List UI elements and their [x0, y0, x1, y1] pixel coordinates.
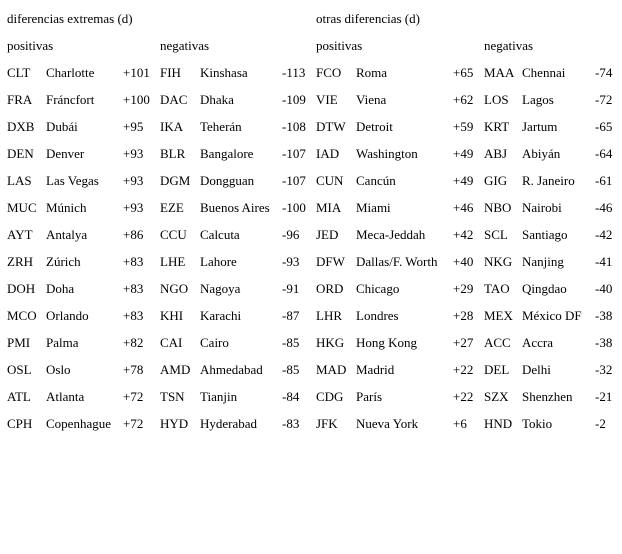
other-negative-airport-code: GIG	[484, 173, 508, 188]
extreme-negative-airport-code: EZE	[160, 200, 184, 215]
extreme-negative-difference-value: -96	[282, 227, 300, 242]
extreme-positive-city-name: Doha	[46, 281, 75, 296]
subheading-extreme-negative: negativas	[160, 38, 210, 53]
extreme-negative-difference-value: -109	[282, 92, 306, 107]
extreme-positive-difference-value: +72	[123, 416, 144, 431]
other-positive-city-name: Roma	[356, 65, 388, 80]
extreme-positive-airport-code: LAS	[7, 173, 32, 188]
extreme-negative-city-name: Karachi	[200, 308, 242, 323]
extreme-negative-difference-value: -107	[282, 146, 306, 161]
other-positive-difference-value: +49	[453, 146, 474, 161]
extreme-negative-difference-value: -91	[282, 281, 300, 296]
extreme-positive-city-name: Charlotte	[46, 65, 95, 80]
other-positive-city-name: Dallas/F. Worth	[356, 254, 438, 269]
other-negative-difference-value: -41	[595, 254, 613, 269]
other-positive-city-name: Washington	[356, 146, 418, 161]
extreme-positive-difference-value: +100	[123, 92, 150, 107]
extreme-negative-city-name: Calcuta	[200, 227, 240, 242]
extreme-positive-city-name: Copenhague	[46, 416, 111, 431]
extreme-negative-city-name: Buenos Aires	[200, 200, 270, 215]
extreme-positive-airport-code: CLT	[7, 65, 31, 80]
other-positive-city-name: Viena	[356, 92, 387, 107]
other-negative-airport-code: LOS	[484, 92, 509, 107]
other-positive-city-name: Detroit	[356, 119, 393, 134]
extreme-negative-airport-code: NGO	[160, 281, 189, 296]
extreme-positive-city-name: Atlanta	[46, 389, 85, 404]
extreme-negative-city-name: Dongguan	[200, 173, 255, 188]
other-positive-difference-value: +59	[453, 119, 474, 134]
other-negative-city-name: Nanjing	[522, 254, 564, 269]
other-positive-airport-code: DTW	[316, 119, 346, 134]
other-negative-airport-code: DEL	[484, 362, 510, 377]
other-positive-difference-value: +62	[453, 92, 474, 107]
extreme-positive-airport-code: DOH	[7, 281, 36, 296]
other-negative-airport-code: KRT	[484, 119, 510, 134]
other-negative-city-name: Shenzhen	[522, 389, 573, 404]
extreme-negative-airport-code: LHE	[160, 254, 186, 269]
other-negative-difference-value: -38	[595, 335, 613, 350]
extreme-negative-city-name: Nagoya	[200, 281, 241, 296]
other-positive-city-name: Nueva York	[356, 416, 419, 431]
other-positive-difference-value: +6	[453, 416, 467, 431]
other-negative-airport-code: SCL	[484, 227, 508, 242]
other-negative-difference-value: -2	[595, 416, 606, 431]
other-positive-difference-value: +29	[453, 281, 474, 296]
other-negative-difference-value: -32	[595, 362, 613, 377]
extreme-negative-difference-value: -83	[282, 416, 300, 431]
other-negative-city-name: Jartum	[522, 119, 558, 134]
extreme-negative-airport-code: CCU	[160, 227, 187, 242]
extreme-negative-difference-value: -107	[282, 173, 306, 188]
other-negative-city-name: Santiago	[522, 227, 568, 242]
other-negative-airport-code: HND	[484, 416, 513, 431]
other-negative-airport-code: ABJ	[484, 146, 508, 161]
other-positive-city-name: Madrid	[356, 362, 395, 377]
other-positive-airport-code: CUN	[316, 173, 344, 188]
other-positive-city-name: Chicago	[356, 281, 400, 296]
subheading-other-positive: positivas	[316, 38, 363, 53]
extreme-negative-airport-code: HYD	[160, 416, 189, 431]
other-negative-city-name: Chennai	[522, 65, 566, 80]
extreme-positive-airport-code: ATL	[7, 389, 31, 404]
other-negative-airport-code: SZX	[484, 389, 509, 404]
other-positive-airport-code: ORD	[316, 281, 344, 296]
extreme-positive-difference-value: +83	[123, 308, 144, 323]
extreme-positive-difference-value: +93	[123, 173, 144, 188]
extreme-negative-city-name: Hyderabad	[200, 416, 258, 431]
other-negative-city-name: Nairobi	[522, 200, 562, 215]
other-negative-city-name: Lagos	[522, 92, 554, 107]
extreme-negative-difference-value: -85	[282, 335, 300, 350]
other-positive-city-name: Hong Kong	[356, 335, 418, 350]
extreme-positive-difference-value: +86	[123, 227, 144, 242]
other-positive-airport-code: MIA	[316, 200, 342, 215]
extreme-positive-difference-value: +78	[123, 362, 144, 377]
other-negative-airport-code: MEX	[484, 308, 513, 323]
extreme-positive-difference-value: +83	[123, 281, 144, 296]
other-positive-city-name: Cancún	[356, 173, 396, 188]
extreme-positive-difference-value: +101	[123, 65, 150, 80]
extreme-negative-difference-value: -100	[282, 200, 306, 215]
extreme-positive-city-name: Dubái	[46, 119, 78, 134]
extreme-negative-airport-code: BLR	[160, 146, 186, 161]
extreme-positive-airport-code: OSL	[7, 362, 32, 377]
extreme-negative-difference-value: -87	[282, 308, 300, 323]
other-positive-difference-value: +46	[453, 200, 474, 215]
heading-other-differences: otras diferencias (d)	[316, 11, 420, 26]
other-negative-airport-code: NBO	[484, 200, 512, 215]
other-positive-difference-value: +42	[453, 227, 474, 242]
other-negative-difference-value: -61	[595, 173, 613, 188]
other-positive-airport-code: HKG	[316, 335, 345, 350]
other-positive-airport-code: LHR	[316, 308, 342, 323]
other-positive-difference-value: +49	[453, 173, 474, 188]
other-negative-difference-value: -42	[595, 227, 613, 242]
other-negative-city-name: Accra	[522, 335, 554, 350]
other-positive-difference-value: +22	[453, 362, 474, 377]
other-negative-city-name: Delhi	[522, 362, 551, 377]
other-positive-difference-value: +22	[453, 389, 474, 404]
other-negative-difference-value: -21	[595, 389, 613, 404]
heading-extreme-differences: diferencias extremas (d)	[7, 11, 133, 26]
extreme-negative-airport-code: FIH	[160, 65, 181, 80]
other-negative-difference-value: -65	[595, 119, 613, 134]
extreme-negative-airport-code: IKA	[160, 119, 184, 134]
other-negative-airport-code: TAO	[484, 281, 510, 296]
extreme-positive-city-name: Zúrich	[46, 254, 81, 269]
extreme-positive-airport-code: DXB	[7, 119, 35, 134]
extreme-positive-airport-code: CPH	[7, 416, 33, 431]
extreme-negative-city-name: Bangalore	[200, 146, 254, 161]
extreme-positive-airport-code: DEN	[7, 146, 34, 161]
extreme-negative-city-name: Cairo	[200, 335, 229, 350]
other-negative-difference-value: -40	[595, 281, 613, 296]
extreme-negative-city-name: Teherán	[200, 119, 242, 134]
extreme-negative-difference-value: -108	[282, 119, 306, 134]
extreme-positive-city-name: Fráncfort	[46, 92, 95, 107]
subheading-other-negative: negativas	[484, 38, 534, 53]
extreme-negative-city-name: Dhaka	[200, 92, 234, 107]
other-positive-airport-code: JED	[316, 227, 339, 242]
extreme-positive-airport-code: MCO	[7, 308, 37, 323]
other-negative-difference-value: -72	[595, 92, 613, 107]
other-negative-city-name: Tokio	[522, 416, 553, 431]
other-positive-airport-code: MAD	[316, 362, 347, 377]
extreme-negative-airport-code: AMD	[160, 362, 191, 377]
extreme-negative-airport-code: KHI	[160, 308, 184, 323]
other-positive-airport-code: IAD	[316, 146, 340, 161]
extreme-negative-difference-value: -85	[282, 362, 300, 377]
other-positive-city-name: Miami	[356, 200, 391, 215]
extreme-positive-difference-value: +93	[123, 146, 144, 161]
subheading-extreme-positive: positivas	[7, 38, 54, 53]
extreme-negative-difference-value: -113	[282, 65, 306, 80]
extreme-negative-airport-code: DAC	[160, 92, 188, 107]
extreme-positive-city-name: Denver	[46, 146, 85, 161]
other-positive-airport-code: FCO	[316, 65, 342, 80]
extreme-negative-city-name: Ahmedabad	[200, 362, 263, 377]
other-positive-airport-code: JFK	[316, 416, 338, 431]
other-positive-difference-value: +28	[453, 308, 474, 323]
extreme-positive-city-name: Las Vegas	[46, 173, 99, 188]
extreme-positive-city-name: Antalya	[46, 227, 88, 242]
other-negative-city-name: Abiyán	[522, 146, 561, 161]
extreme-negative-difference-value: -84	[282, 389, 300, 404]
extreme-positive-city-name: Oslo	[46, 362, 71, 377]
other-negative-airport-code: NKG	[484, 254, 513, 269]
extreme-positive-difference-value: +95	[123, 119, 144, 134]
extreme-positive-difference-value: +82	[123, 335, 144, 350]
extreme-negative-airport-code: CAI	[160, 335, 183, 350]
other-negative-difference-value: -38	[595, 308, 613, 323]
extreme-negative-airport-code: TSN	[160, 389, 185, 404]
other-positive-airport-code: CDG	[316, 389, 344, 404]
extreme-negative-city-name: Lahore	[200, 254, 237, 269]
extreme-negative-airport-code: DGM	[160, 173, 191, 188]
other-positive-difference-value: +27	[453, 335, 474, 350]
other-positive-airport-code: DFW	[316, 254, 345, 269]
extreme-positive-airport-code: FRA	[7, 92, 33, 107]
other-negative-city-name: R. Janeiro	[522, 173, 575, 188]
other-negative-difference-value: -46	[595, 200, 613, 215]
extreme-negative-difference-value: -93	[282, 254, 300, 269]
extreme-negative-city-name: Tianjin	[200, 389, 238, 404]
extreme-positive-difference-value: +93	[123, 200, 144, 215]
extreme-positive-city-name: Palma	[46, 335, 79, 350]
other-positive-difference-value: +65	[453, 65, 474, 80]
extreme-positive-airport-code: ZRH	[7, 254, 33, 269]
extreme-positive-airport-code: PMI	[7, 335, 31, 350]
extreme-positive-airport-code: AYT	[7, 227, 33, 242]
other-positive-city-name: París	[356, 389, 382, 404]
extreme-positive-difference-value: +83	[123, 254, 144, 269]
other-positive-city-name: Meca-Jeddah	[356, 227, 426, 242]
extreme-positive-difference-value: +72	[123, 389, 144, 404]
extreme-positive-city-name: Orlando	[46, 308, 89, 323]
other-negative-airport-code: ACC	[484, 335, 511, 350]
other-negative-airport-code: MAA	[484, 65, 515, 80]
extreme-negative-city-name: Kinshasa	[200, 65, 248, 80]
other-positive-difference-value: +40	[453, 254, 474, 269]
other-positive-city-name: Londres	[356, 308, 399, 323]
extreme-positive-city-name: Múnich	[46, 200, 87, 215]
other-negative-difference-value: -74	[595, 65, 613, 80]
other-negative-difference-value: -64	[595, 146, 613, 161]
other-positive-airport-code: VIE	[316, 92, 338, 107]
other-negative-city-name: México DF	[522, 308, 582, 323]
other-negative-city-name: Qingdao	[522, 281, 567, 296]
extreme-positive-airport-code: MUC	[7, 200, 37, 215]
